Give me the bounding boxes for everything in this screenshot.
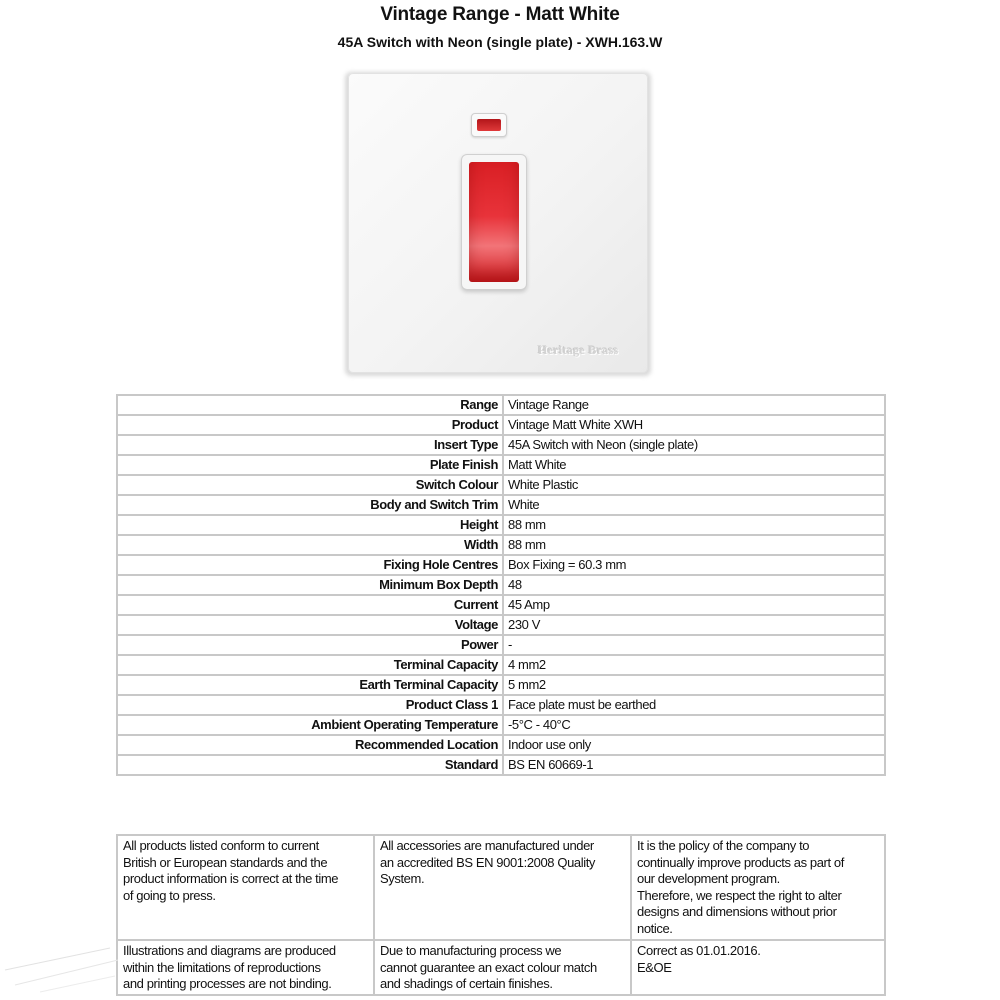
spec-value: 4 mm2 xyxy=(503,655,885,675)
notes-cell xyxy=(117,940,374,995)
spec-row xyxy=(117,475,885,495)
spec-value: BS EN 60669-1 xyxy=(503,755,885,775)
note-line: within the limitations of reproductions xyxy=(123,959,321,975)
spec-row xyxy=(117,755,885,775)
note-line: All products listed conform to current xyxy=(123,838,319,853)
spec-label: Terminal Capacity xyxy=(117,655,503,675)
spec-value: 45 Amp xyxy=(503,595,885,615)
spec-row xyxy=(117,415,885,435)
spec-label: Earth Terminal Capacity xyxy=(117,675,503,695)
specs-table xyxy=(116,394,886,776)
spec-row xyxy=(117,435,885,455)
spec-row xyxy=(117,735,885,755)
spec-label: Product xyxy=(117,415,503,435)
note-line: Therefore, we respect the right to alter xyxy=(637,887,842,903)
spec-row xyxy=(117,715,885,735)
notes-table xyxy=(116,834,886,996)
spec-value: Vintage Range xyxy=(503,395,885,415)
spec-value: Face plate must be earthed xyxy=(503,695,885,715)
page-subtitle: 45A Switch with Neon (single plate) - XWH.163.W xyxy=(337,34,663,50)
note-line: product information is correct at the time xyxy=(123,871,339,886)
spec-value: Vintage Matt White XWH xyxy=(503,415,885,435)
spec-label: Insert Type xyxy=(117,435,503,455)
note-line: of going to press. xyxy=(123,887,216,903)
note-line: British or European standards and the xyxy=(123,854,328,870)
spec-row xyxy=(117,535,885,555)
spec-row xyxy=(117,575,885,595)
spec-label: Ambient Operating Temperature xyxy=(117,715,503,735)
spec-value: 88 mm xyxy=(503,535,885,555)
spec-row xyxy=(117,395,885,415)
spec-value: White Plastic xyxy=(503,475,885,495)
notes-cell xyxy=(631,940,885,995)
note-line: Due to manufacturing process we xyxy=(380,943,562,958)
spec-label: Body and Switch Trim xyxy=(117,495,503,515)
spec-label: Height xyxy=(117,515,503,535)
spec-value: 88 mm xyxy=(503,515,885,535)
spec-row xyxy=(117,595,885,615)
note-line: our development program. xyxy=(637,871,780,886)
spec-value: White xyxy=(503,495,885,515)
spec-row xyxy=(117,675,885,695)
notes-cell xyxy=(374,940,631,995)
spec-value: 45A Switch with Neon (single plate) xyxy=(503,435,885,455)
spec-row xyxy=(117,495,885,515)
note-line: Illustrations and diagrams are produced xyxy=(123,943,336,958)
spec-value: 230 V xyxy=(503,615,885,635)
page-title: Vintage Range - Matt White xyxy=(380,4,620,25)
spec-row xyxy=(117,555,885,575)
note-line: and shadings of certain finishes. xyxy=(380,976,553,991)
neon-lens xyxy=(477,119,501,131)
note-line: designs and dimensions without prior xyxy=(637,904,837,919)
spec-value: -5°C - 40°C xyxy=(503,715,885,735)
spec-value: Matt White xyxy=(503,455,885,475)
note-line: and printing processes are not binding. xyxy=(123,976,332,991)
spec-label: Switch Colour xyxy=(117,475,503,495)
spec-label: Width xyxy=(117,535,503,555)
brand-mark: Heritage Brass xyxy=(538,343,619,357)
spec-row xyxy=(117,695,885,715)
notes-cell xyxy=(631,835,885,940)
spec-value: Indoor use only xyxy=(503,735,885,755)
note-line: E&OE xyxy=(637,959,672,975)
notes-row xyxy=(117,835,885,940)
spec-label: Voltage xyxy=(117,615,503,635)
spec-row xyxy=(117,455,885,475)
spec-value: 5 mm2 xyxy=(503,675,885,695)
spec-row xyxy=(117,515,885,535)
neon-indicator xyxy=(471,113,507,137)
notes-row xyxy=(117,940,885,995)
spec-row xyxy=(117,615,885,635)
spec-label: Product Class 1 xyxy=(117,695,503,715)
note-line: It is the policy of the company to xyxy=(637,838,810,853)
spec-value: - xyxy=(503,635,885,655)
spec-label: Power xyxy=(117,635,503,655)
decorative-lines xyxy=(0,930,120,1000)
note-line: All accessories are manufactured under xyxy=(380,838,594,853)
note-line: notice. xyxy=(637,920,673,936)
notes-cell xyxy=(117,835,374,940)
spec-label: Range xyxy=(117,395,503,415)
rocker-switch xyxy=(469,162,519,282)
spec-row xyxy=(117,655,885,675)
spec-label: Recommended Location xyxy=(117,735,503,755)
spec-row xyxy=(117,635,885,655)
spec-label: Current xyxy=(117,595,503,615)
spec-label: Standard xyxy=(117,755,503,775)
spec-label: Fixing Hole Centres xyxy=(117,555,503,575)
rocker-surround xyxy=(461,154,527,290)
notes-cell xyxy=(374,835,631,940)
spec-label: Plate Finish xyxy=(117,455,503,475)
note-line: cannot guarantee an exact colour match xyxy=(380,959,597,975)
note-line: Correct as 01.01.2016. xyxy=(637,943,761,958)
note-line: an accredited BS EN 9001:2008 Quality xyxy=(380,854,596,870)
note-line: System. xyxy=(380,871,425,886)
note-line: continually improve products as part of xyxy=(637,854,844,870)
spec-label: Minimum Box Depth xyxy=(117,575,503,595)
spec-value: 48 xyxy=(503,575,885,595)
spec-value: Box Fixing = 60.3 mm xyxy=(503,555,885,575)
